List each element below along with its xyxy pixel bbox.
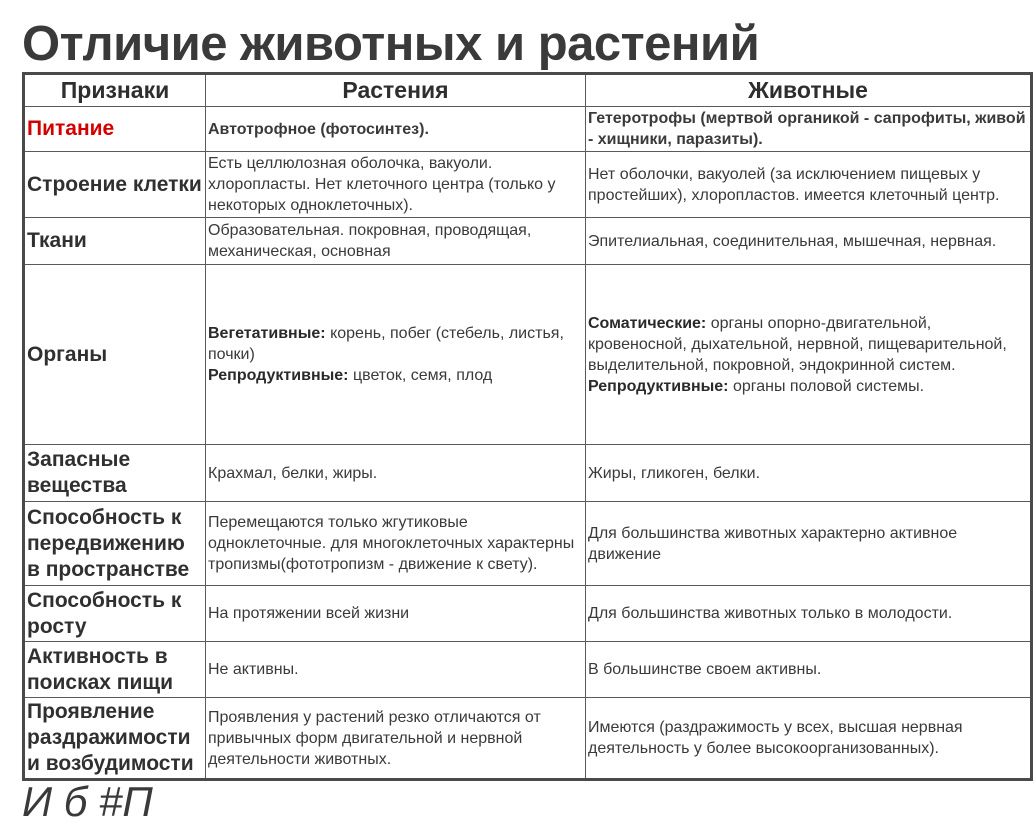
feature-cell: Питание bbox=[24, 107, 206, 152]
plants-cell: Крахмал, белки, жиры. bbox=[206, 445, 586, 502]
plants-cell: Перемещаются только жгутиковые одноклеточные. для многоклеточных характерны тропизмы(фототропизм - движение к свету). bbox=[206, 502, 586, 586]
table-row bbox=[24, 265, 1032, 445]
table-row bbox=[24, 445, 1032, 502]
animals-reproductive-line bbox=[588, 376, 1028, 397]
animals-somatic-line bbox=[588, 313, 1028, 376]
plants-cell bbox=[206, 265, 586, 445]
feature-cell: Способность к росту bbox=[24, 586, 206, 642]
animals-cell: В большинстве своем активны. bbox=[586, 642, 1032, 698]
feature-cell: Способность к передвижению в пространстве bbox=[24, 502, 206, 586]
header-plants: Растения bbox=[206, 74, 586, 107]
animals-cell: Жиры, гликоген, белки. bbox=[586, 445, 1032, 502]
feature-cell: Строение клетки bbox=[24, 152, 206, 218]
animals-cell: Имеются (раздражимость у всех, высшая нервная деятельность у более высокоорганизованных). bbox=[586, 698, 1032, 780]
table-row bbox=[24, 586, 1032, 642]
plants-cell: Не активны. bbox=[206, 642, 586, 698]
table-row bbox=[24, 152, 1032, 218]
vegetative-text: корень, побег (стебель, листья, почки) bbox=[208, 325, 564, 363]
table-row bbox=[24, 642, 1032, 698]
feature-cell: Ткани bbox=[24, 218, 206, 265]
animals-cell: Для большинства животных характерно активное движение bbox=[586, 502, 1032, 586]
reproductive-text: цветок, семя, плод bbox=[352, 367, 493, 384]
reproductive-label: Репродуктивные: bbox=[208, 367, 349, 384]
table-row bbox=[24, 502, 1032, 586]
feature-cell: Активность в поисках пищи bbox=[24, 642, 206, 698]
plants-cell: Проявления у растений резко отличаются от привычных форм двигательной и нервной деятельности животных. bbox=[206, 698, 586, 780]
animals-cell: Для большинства животных только в молодости. bbox=[586, 586, 1032, 642]
comparison-table bbox=[22, 72, 1033, 781]
animals-cell: Эпителиальная, соединительная, мышечная, нервная. bbox=[586, 218, 1032, 265]
reproductive-text: органы половой системы. bbox=[732, 377, 925, 395]
feature-cell: Органы bbox=[24, 265, 206, 445]
animals-cell: Нет оболочки, вакуолей (за исключением пищевых у простейших), хлоропластов. имеется клеточный центр. bbox=[586, 152, 1032, 218]
plants-cell: Автотрофное (фотосинтез). bbox=[206, 107, 586, 152]
animals-cell bbox=[586, 265, 1032, 445]
plants-cell: Образовательная. покровная, проводящая, механическая, основная bbox=[206, 218, 586, 265]
feature-cell: Запасные вещества bbox=[24, 445, 206, 502]
animals-cell: Гетеротрофы (мертвой органикой - сапрофиты, живой - хищники, паразиты). bbox=[586, 107, 1032, 152]
header-animals: Животные bbox=[586, 74, 1032, 107]
plants-reproductive-line bbox=[208, 365, 583, 386]
header-row bbox=[24, 74, 1032, 107]
vegetative-label: Вегетативные: bbox=[208, 325, 326, 342]
table-row bbox=[24, 218, 1032, 265]
plants-vegetative-line bbox=[208, 323, 583, 365]
somatic-label: Соматические: bbox=[588, 314, 707, 332]
reproductive-label: Репродуктивные: bbox=[588, 377, 729, 395]
cut-off-footer-text: И б #П bbox=[22, 778, 153, 825]
plants-cell: На протяжении всей жизни bbox=[206, 586, 586, 642]
page-title: Отличие животных и растений bbox=[22, 17, 760, 71]
somatic-text: органы опорно-двигательной, кровеносной, дыхательной, нервной, пищеварительной, выделительной, покровной, эндокринной систем. bbox=[588, 314, 1007, 374]
table-row bbox=[24, 107, 1032, 152]
table-row bbox=[24, 698, 1032, 780]
plants-cell: Есть целлюлозная оболочка, вакуоли. хлоропласты. Нет клеточного центра (только у некоторых одноклеточных). bbox=[206, 152, 586, 218]
feature-cell: Проявление раздражимости и возбудимости bbox=[24, 698, 206, 780]
header-feature: Признаки bbox=[24, 74, 206, 107]
